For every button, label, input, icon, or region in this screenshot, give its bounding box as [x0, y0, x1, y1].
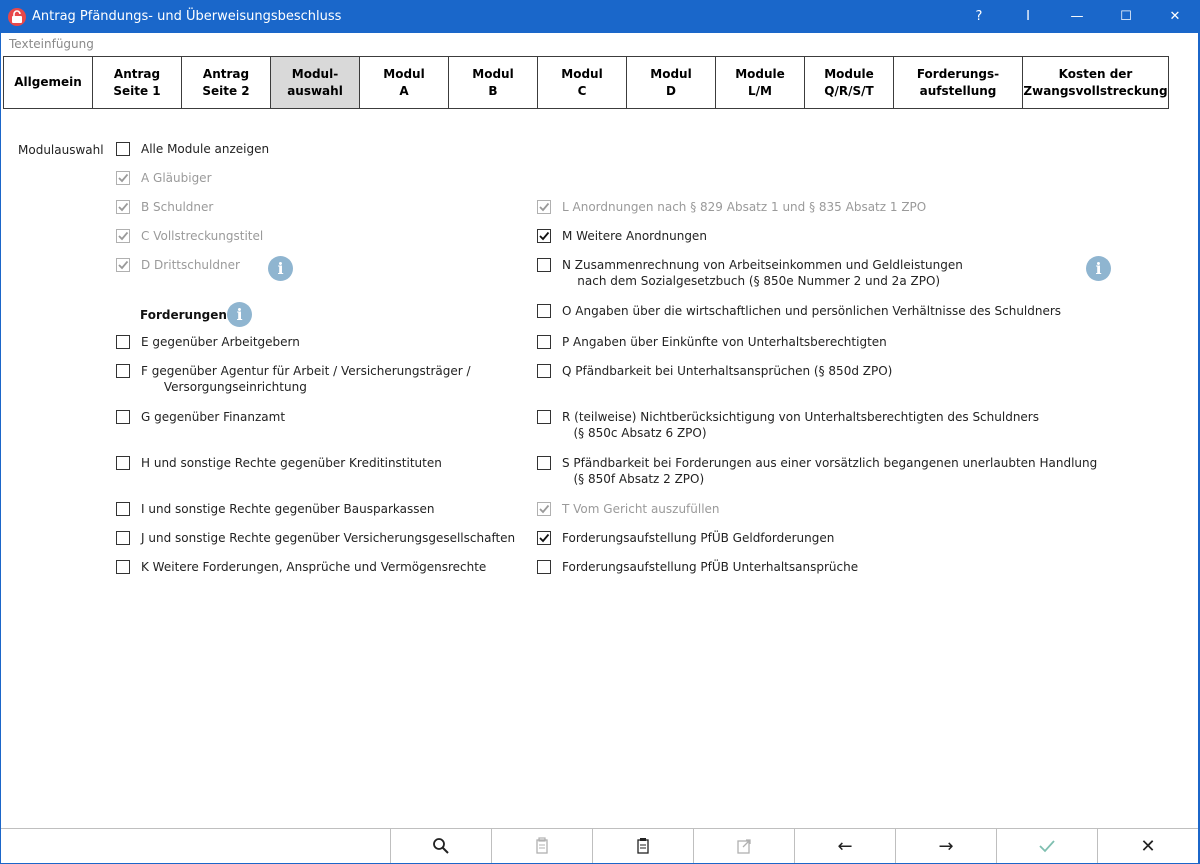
left-checkbox-label-7: G gegenüber Finanzamt: [141, 410, 286, 424]
tab-8[interactable]: [715, 56, 805, 109]
right-checkbox-5[interactable]: [537, 364, 551, 378]
left-checkbox-0[interactable]: [116, 142, 130, 156]
right-checkbox-label-5: Q Pfändbarkeit bei Unterhaltsansprüchen (§ 850d ZPO): [562, 364, 893, 378]
search-icon: [432, 837, 450, 855]
tab-0[interactable]: [3, 56, 93, 109]
right-checkbox-label-8: T Vom Gericht auszufüllen: [562, 502, 720, 516]
left-checkbox-label-3: C Vollstreckungstitel: [141, 229, 264, 243]
left-checkbox-9[interactable]: [116, 502, 130, 516]
tab-label: Modul A: [383, 66, 425, 98]
right-checkbox-6[interactable]: [537, 410, 551, 424]
right-checkbox-label-2: N Zusammenrechnung von Arbeitseinkommen und Geldleistungen nach dem Sozialgesetzbuch (§ 850e Nummer 2 und 2a ZPO): [562, 258, 963, 288]
help-button[interactable]: ?: [975, 9, 983, 24]
right-checkbox-label-10: Forderungsaufstellung PfÜB Unterhaltsansprüche: [562, 560, 859, 574]
minimize-button[interactable]: —: [1070, 9, 1084, 24]
document-save-button[interactable]: [592, 829, 693, 863]
tab-label: Forderungs- aufstellung: [916, 66, 1000, 98]
tab-label: Modul D: [650, 66, 692, 98]
text-cursor-icon[interactable]: I: [1026, 9, 1030, 24]
right-checkbox-label-6: R (teilweise) Nichtberücksichtigung von Unterhaltsberechtigten des Schuldners (§ 850c Absatz 6 ZPO): [562, 410, 1039, 440]
forward-button[interactable]: [895, 829, 996, 863]
tab-2[interactable]: [181, 56, 271, 109]
left-checkbox-1: [116, 171, 130, 185]
document-view-button[interactable]: [491, 829, 592, 863]
info-icon-forderungen[interactable]: i: [227, 302, 252, 327]
right-checkbox-9[interactable]: [537, 531, 551, 545]
left-checkbox-label-4: D Drittschuldner: [141, 258, 240, 272]
left-checkbox-10[interactable]: [116, 531, 130, 545]
tab-label: Modul C: [561, 66, 603, 98]
left-checkbox-2: [116, 200, 130, 214]
left-checkbox-label-8: H und sonstige Rechte gegenüber Kreditinstituten: [141, 456, 442, 470]
right-checkbox-label-0: L Anordnungen nach § 829 Absatz 1 und § 835 Absatz 1 ZPO: [562, 200, 927, 214]
right-checkbox-0: [537, 200, 551, 214]
left-checkbox-3: [116, 229, 130, 243]
left-checkbox-11[interactable]: [116, 560, 130, 574]
close-icon: ✕: [1140, 835, 1156, 857]
document-save-icon: [635, 837, 651, 855]
document-export-button[interactable]: [693, 829, 794, 863]
right-checkbox-8: [537, 502, 551, 516]
left-checkbox-label-11: K Weitere Forderungen, Ansprüche und Vermögensrechte: [141, 560, 487, 574]
info-icon-drittschuldner[interactable]: i: [268, 256, 293, 281]
tab-label: Antrag Seite 1: [113, 66, 161, 98]
left-checkbox-label-10: J und sonstige Rechte gegenüber Versicherungsgesellschaften: [141, 531, 516, 545]
document-icon: [534, 837, 550, 855]
section-label: Modulauswahl: [18, 143, 104, 157]
tab-1[interactable]: [92, 56, 182, 109]
document-export-icon: [736, 837, 752, 855]
left-checkbox-label-9: I und sonstige Rechte gegenüber Bausparkassen: [141, 502, 435, 516]
tab-7[interactable]: [626, 56, 716, 109]
checkmark-icon: [1038, 837, 1056, 855]
dialog-content: [1, 33, 1198, 862]
confirm-button[interactable]: [996, 829, 1097, 863]
right-checkbox-label-3: O Angaben über die wirtschaftlichen und persönlichen Verhältnisse des Schuldners: [562, 304, 1062, 318]
tab-6[interactable]: [537, 56, 627, 109]
footer-toolbar: [1, 828, 1198, 863]
left-checkbox-label-0: Alle Module anzeigen: [141, 142, 270, 156]
left-checkbox-8[interactable]: [116, 456, 130, 470]
tab-label: Modul- auswahl: [287, 66, 343, 98]
info-icon-zusammenrechnung[interactable]: i: [1086, 256, 1111, 281]
app-lock-icon: [8, 8, 26, 26]
left-checkbox-4: [116, 258, 130, 272]
right-checkbox-1[interactable]: [537, 229, 551, 243]
tab-label: Module L/M: [735, 66, 785, 98]
left-checkbox-5[interactable]: [116, 335, 130, 349]
right-checkbox-label-7: S Pfändbarkeit bei Forderungen aus einer vorsätzlich begangenen unerlaubten Handlung (§ 850f Absatz 2 ZPO): [562, 456, 1098, 486]
right-checkbox-label-9: Forderungsaufstellung PfÜB Geldforderungen: [562, 531, 835, 545]
right-checkbox-4[interactable]: [537, 335, 551, 349]
tab-9[interactable]: [804, 56, 894, 109]
right-checkbox-3[interactable]: [537, 304, 551, 318]
tab-label: Kosten der Zwangsvollstreckung: [1023, 66, 1168, 98]
tab-label: Module Q/R/S/T: [824, 66, 874, 98]
right-checkbox-10[interactable]: [537, 560, 551, 574]
left-checkbox-6[interactable]: [116, 364, 130, 378]
right-checkbox-label-1: M Weitere Anordnungen: [562, 229, 707, 243]
tab-label: Allgemein: [14, 75, 82, 89]
left-checkbox-7[interactable]: [116, 410, 130, 424]
tab-5[interactable]: [448, 56, 538, 109]
forderungen-heading: Forderungen: [140, 308, 227, 322]
title-bar: [0, 0, 1200, 33]
window-title: Antrag Pfändungs- und Überweisungsbeschluss: [32, 9, 342, 24]
left-checkbox-label-6: F gegenüber Agentur für Arbeit / Versicherungsträger / Versorgungseinrichtung: [141, 364, 471, 394]
back-button[interactable]: [794, 829, 895, 863]
close-button[interactable]: [1097, 829, 1198, 863]
left-checkbox-label-2: B Schuldner: [141, 200, 214, 214]
right-checkbox-2[interactable]: [537, 258, 551, 272]
maximize-button[interactable]: ☐: [1120, 9, 1132, 24]
tab-3[interactable]: [270, 56, 360, 109]
left-checkbox-label-1: A Gläubiger: [141, 171, 212, 185]
right-checkbox-label-4: P Angaben über Einkünfte von Unterhaltsberechtigten: [562, 335, 887, 349]
arrow-left-icon: ←: [837, 835, 853, 857]
search-button[interactable]: [390, 829, 491, 863]
tab-label: Modul B: [472, 66, 514, 98]
tab-10[interactable]: [893, 56, 1023, 109]
arrow-right-icon: →: [938, 835, 954, 857]
window-close-button[interactable]: ✕: [1169, 9, 1181, 24]
left-checkbox-label-5: E gegenüber Arbeitgebern: [141, 335, 300, 349]
tab-4[interactable]: [359, 56, 449, 109]
menu-texteinfuegung[interactable]: Texteinfügung: [9, 37, 94, 51]
right-checkbox-7[interactable]: [537, 456, 551, 470]
tab-11[interactable]: [1022, 56, 1169, 109]
tab-label: Antrag Seite 2: [202, 66, 250, 98]
